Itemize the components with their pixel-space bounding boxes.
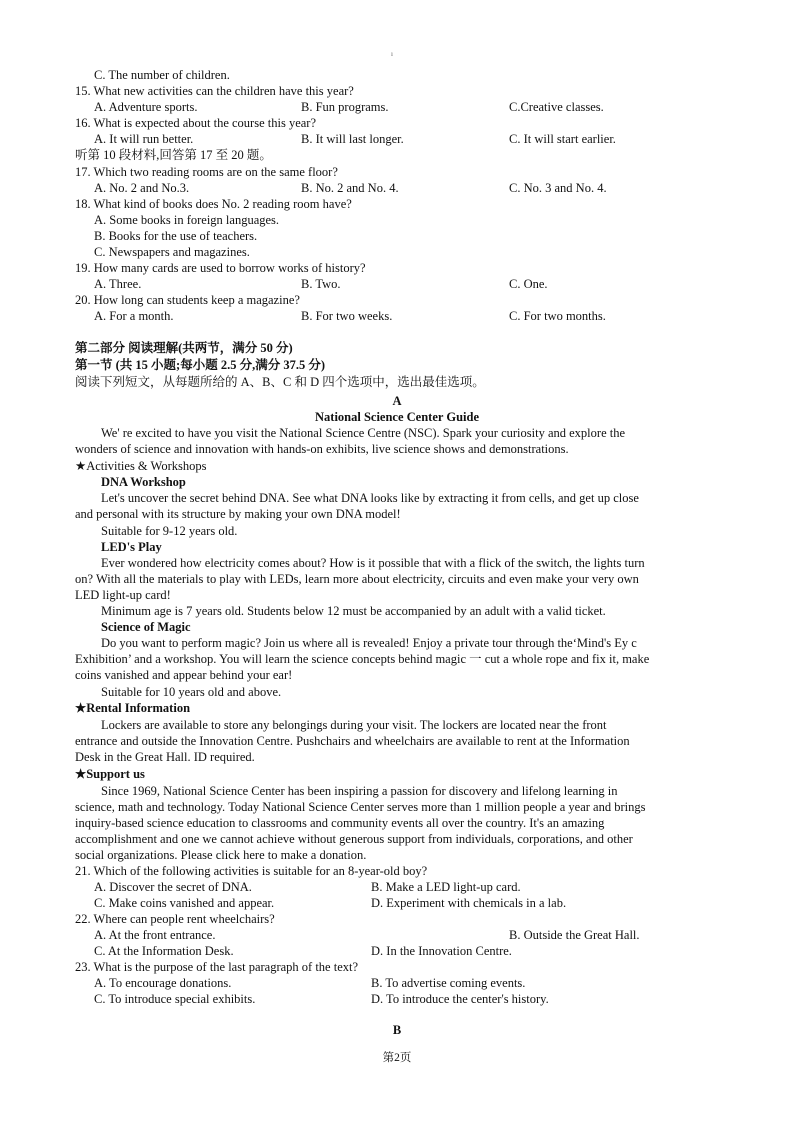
q14-option-c: C. The number of children. (94, 68, 230, 82)
rental-line-3: Desk in the Great Hall. ID required. (75, 750, 255, 764)
next-passage-letter: B (392, 1023, 402, 1037)
q23-option-d: D. To introduce the center's history. (371, 992, 549, 1006)
q18-option-c: C. Newspapers and magazines. (94, 245, 250, 259)
magic-line-3: coins vanished and appear behind your ear! (75, 668, 293, 682)
activities-heading: ★Activities & Workshops (75, 459, 207, 473)
q15-option-b: B. Fun programs. (301, 100, 389, 114)
q20-option-c: C. For two months. (509, 309, 606, 323)
top-mark: ı (391, 50, 393, 58)
intro-line-2: wonders of science and innovation with hands-on exhibits, live science shows and demonstrations. (75, 442, 569, 456)
q21-option-b: B. Make a LED light-up card. (371, 880, 521, 894)
q21-option-a: A. Discover the secret of DNA. (94, 880, 252, 894)
q20-option-a: A. For a month. (94, 309, 174, 323)
q22-option-c: C. At the Information Desk. (94, 944, 234, 958)
q22-option-d: D. In the Innovation Centre. (371, 944, 512, 958)
support-line-2: science, math and technology. Today National Science Center serves more than 1 million people a year and brings (75, 800, 646, 814)
passage-letter: A (392, 394, 402, 408)
magic-line-1: Do you want to perform magic? Join us where all is revealed! Enjoy a private tour through the‘Mind's Ey c (101, 636, 637, 650)
q23-option-a: A. To encourage donations. (94, 976, 232, 990)
question-22: 22. Where can people rent wheelchairs? (75, 912, 275, 926)
intro-line-1: We' re excited to have you visit the National Science Centre (NSC). Spark your curiosity and explore the (101, 426, 626, 440)
question-17: 17. Which two reading rooms are on the same floor? (75, 165, 338, 179)
question-23: 23. What is the purpose of the last paragraph of the text? (75, 960, 359, 974)
magic-title: Science of Magic (101, 620, 191, 634)
q21-option-c: C. Make coins vanished and appear. (94, 896, 275, 910)
q21-option-d: D. Experiment with chemicals in a lab. (371, 896, 567, 910)
support-line-1: Since 1969, National Science Center has been inspiring a passion for discovery and lifelong learning in (101, 784, 618, 798)
question-21: 21. Which of the following activities is suitable for an 8-year-old boy? (75, 864, 428, 878)
q15-option-c: C.Creative classes. (509, 100, 604, 114)
led-line-2: on? With all the materials to play with LEDs, learn more about electricity, circuits and even make your very own (75, 572, 639, 586)
q23-option-c: C. To introduce special exhibits. (94, 992, 256, 1006)
q19-option-c: C. One. (509, 277, 548, 291)
question-19: 19. How many cards are used to borrow works of history? (75, 261, 366, 275)
magic-line-2: Exhibition’ and a workshop. You will learn the science concepts behind magic 一 cut a whole rope and fix it, make (75, 652, 650, 666)
rental-line-1: Lockers are available to store any belongings during your visit. The lockers are located near the front (101, 718, 607, 732)
question-16: 16. What is expected about the course this year? (75, 116, 317, 130)
q22-option-b: B. Outside the Great Hall. (509, 928, 640, 942)
q16-option-c: C. It will start earlier. (509, 132, 616, 146)
q16-option-b: B. It will last longer. (301, 132, 404, 146)
question-18: 18. What kind of books does No. 2 reading room have? (75, 197, 352, 211)
reading-instruction: 阅读下列短文，从每题所给的 A、B、C 和 D 四个选项中，选出最佳选项。 (75, 375, 485, 389)
q22-option-a: A. At the front entrance. (94, 928, 216, 942)
q20-option-b: B. For two weeks. (301, 309, 393, 323)
led-line-3: LED light-up card! (75, 588, 171, 602)
support-heading: ★Support us (75, 767, 145, 781)
rental-line-2: entrance and outside the Innovation Centre. Pushchairs and wheelchairs are available to rent at the Information (75, 734, 630, 748)
led-age: Minimum age is 7 years old. Students below 12 must be accompanied by an adult with a valid ticket. (101, 604, 606, 618)
dna-title: DNA Workshop (101, 475, 186, 489)
q16-option-a: A. It will run better. (94, 132, 194, 146)
section1-heading: 第一节 (共 15 小题;每小题 2.5 分,满分 37.5 分) (75, 358, 325, 372)
section-10-instruction: 听第 10 段材料,回答第 17 至 20 题。 (75, 148, 272, 162)
dna-line-1: Let's uncover the secret behind DNA. See what DNA looks like by extracting it from cells, and get up close (101, 491, 639, 505)
rental-heading: ★Rental Information (75, 701, 191, 715)
dna-line-2: and personal with its structure by making your own DNA model! (75, 507, 401, 521)
dna-age: Suitable for 9-12 years old. (101, 524, 238, 538)
part2-heading: 第二部分 阅读理解(共两节，满分 50 分) (75, 341, 293, 355)
q15-option-a: A. Adventure sports. (94, 100, 198, 114)
q18-option-a: A. Some books in foreign languages. (94, 213, 280, 227)
page-number: 第2页 (382, 1052, 412, 1064)
led-line-1: Ever wondered how electricity comes about? How is it possible that with a flick of the switch, the lights turn (101, 556, 645, 570)
led-title: LED's Play (101, 540, 162, 554)
support-line-5: social organizations. Please click here to make a donation. (75, 848, 367, 862)
question-20: 20. How long can students keep a magazine? (75, 293, 300, 307)
magic-age: Suitable for 10 years old and above. (101, 685, 282, 699)
q19-option-a: A. Three. (94, 277, 142, 291)
support-line-4: accomplishment and one we cannot achieve without generous support from individuals, corporations, and other (75, 832, 633, 846)
support-line-3: inquiry-based science education to classrooms and community events all over the country. It's an amazing (75, 816, 605, 830)
q17-option-a: A. No. 2 and No.3. (94, 181, 190, 195)
question-15: 15. What new activities can the children have this year? (75, 84, 354, 98)
q23-option-b: B. To advertise coming events. (371, 976, 526, 990)
q18-option-b: B. Books for the use of teachers. (94, 229, 258, 243)
q17-option-c: C. No. 3 and No. 4. (509, 181, 607, 195)
q19-option-b: B. Two. (301, 277, 341, 291)
passage-title: National Science Center Guide (315, 410, 479, 424)
q17-option-b: B. No. 2 and No. 4. (301, 181, 399, 195)
